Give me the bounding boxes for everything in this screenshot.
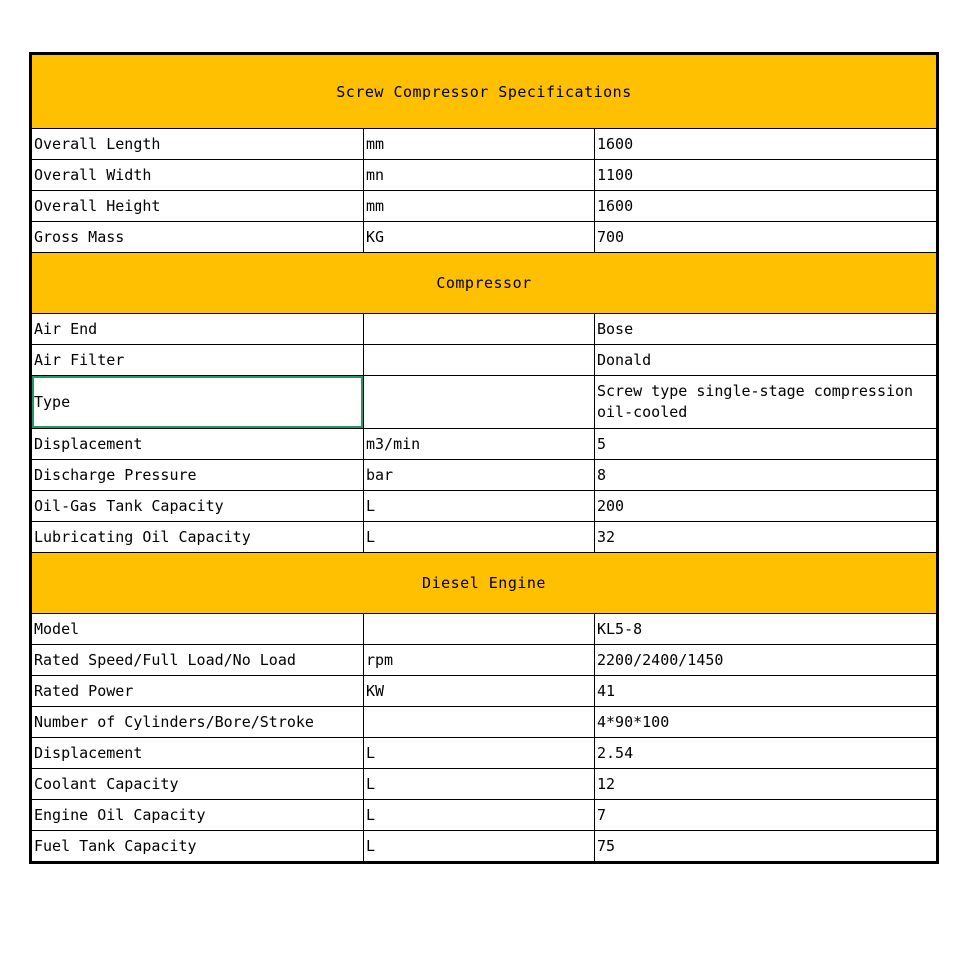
table-row <box>32 376 937 429</box>
table-row <box>32 831 937 862</box>
spec-value-cell[interactable]: 2.54 <box>595 738 937 769</box>
table-row <box>32 707 937 738</box>
section-heading-compressor[interactable]: Compressor <box>32 253 937 314</box>
spec-name-cell[interactable]: Fuel Tank Capacity <box>32 831 364 862</box>
spec-value-cell[interactable]: 7 <box>595 800 937 831</box>
spec-unit-cell[interactable]: KG <box>364 222 595 253</box>
spec-unit-cell[interactable]: mn <box>364 160 595 191</box>
table-row <box>32 614 937 645</box>
spec-value-cell[interactable]: 1600 <box>595 129 937 160</box>
spec-unit-cell[interactable]: L <box>364 769 595 800</box>
spec-unit-cell[interactable] <box>364 614 595 645</box>
spec-value-cell[interactable]: 32 <box>595 522 937 553</box>
table-row <box>32 160 937 191</box>
section-header-row <box>32 553 937 614</box>
table-row <box>32 429 937 460</box>
table-row <box>32 491 937 522</box>
spec-value-cell[interactable]: KL5-8 <box>595 614 937 645</box>
table-row <box>32 645 937 676</box>
table-row <box>32 314 937 345</box>
spec-unit-cell[interactable]: L <box>364 738 595 769</box>
spec-name-cell[interactable]: Engine Oil Capacity <box>32 800 364 831</box>
spec-unit-cell[interactable] <box>364 345 595 376</box>
spec-name-cell[interactable]: Overall Height <box>32 191 364 222</box>
spec-unit-cell[interactable]: KW <box>364 676 595 707</box>
spec-name-cell[interactable]: Air Filter <box>32 345 364 376</box>
table-row <box>32 738 937 769</box>
section-heading-engine[interactable]: Diesel Engine <box>32 553 937 614</box>
spec-unit-cell[interactable] <box>364 707 595 738</box>
spec-unit-cell[interactable]: m3/min <box>364 429 595 460</box>
table-row <box>32 800 937 831</box>
table-row <box>32 676 937 707</box>
spec-value-cell[interactable]: 75 <box>595 831 937 862</box>
spec-unit-cell[interactable]: bar <box>364 460 595 491</box>
spec-name-cell[interactable]: Air End <box>32 314 364 345</box>
spec-value-cell[interactable]: Screw type single-stage compression oil-cooled <box>595 376 937 429</box>
spec-value-cell[interactable]: 700 <box>595 222 937 253</box>
spec-name-cell[interactable]: Lubricating Oil Capacity <box>32 522 364 553</box>
spec-name-cell[interactable]: Overall Width <box>32 160 364 191</box>
spec-value-cell[interactable]: 8 <box>595 460 937 491</box>
table-row <box>32 522 937 553</box>
spec-value-cell[interactable]: 12 <box>595 769 937 800</box>
spec-value-cell[interactable]: 5 <box>595 429 937 460</box>
table-row <box>32 460 937 491</box>
spec-unit-cell[interactable] <box>364 376 595 429</box>
spec-value-cell[interactable]: 2200/2400/1450 <box>595 645 937 676</box>
spec-name-cell[interactable]: Displacement <box>32 429 364 460</box>
spec-name-cell-selected[interactable]: Type <box>32 376 364 429</box>
spec-name-cell[interactable]: Rated Speed/Full Load/No Load <box>32 645 364 676</box>
spec-name-cell[interactable]: Overall Length <box>32 129 364 160</box>
spec-name-cell[interactable]: Discharge Pressure <box>32 460 364 491</box>
spec-value-cell[interactable]: 4*90*100 <box>595 707 937 738</box>
spec-value-cell[interactable]: Bose <box>595 314 937 345</box>
spec-value-cell[interactable]: Donald <box>595 345 937 376</box>
spec-name-cell[interactable]: Gross Mass <box>32 222 364 253</box>
spec-unit-cell[interactable]: mm <box>364 191 595 222</box>
table-row <box>32 222 937 253</box>
section-header-row <box>32 253 937 314</box>
table-row <box>32 129 937 160</box>
table-title[interactable]: Screw Compressor Specifications <box>32 55 937 129</box>
spec-unit-cell[interactable]: L <box>364 491 595 522</box>
spec-name-cell[interactable]: Oil-Gas Tank Capacity <box>32 491 364 522</box>
spec-unit-cell[interactable]: L <box>364 800 595 831</box>
title-row <box>32 55 937 129</box>
spec-value-cell[interactable]: 1100 <box>595 160 937 191</box>
spec-value-cell[interactable]: 200 <box>595 491 937 522</box>
spec-unit-cell[interactable]: L <box>364 831 595 862</box>
spec-value-cell[interactable]: 41 <box>595 676 937 707</box>
spec-unit-cell[interactable]: L <box>364 522 595 553</box>
spec-name-cell[interactable]: Number of Cylinders/Bore/Stroke <box>32 707 364 738</box>
spec-unit-cell[interactable]: rpm <box>364 645 595 676</box>
spec-name-cell[interactable]: Model <box>32 614 364 645</box>
spec-unit-cell[interactable] <box>364 314 595 345</box>
spec-name-cell[interactable]: Coolant Capacity <box>32 769 364 800</box>
table-row <box>32 345 937 376</box>
spec-unit-cell[interactable]: mm <box>364 129 595 160</box>
table-row <box>32 191 937 222</box>
spec-value-cell[interactable]: 1600 <box>595 191 937 222</box>
table-row <box>32 769 937 800</box>
spec-table <box>31 54 937 862</box>
spec-name-cell[interactable]: Displacement <box>32 738 364 769</box>
spec-name-cell[interactable]: Rated Power <box>32 676 364 707</box>
